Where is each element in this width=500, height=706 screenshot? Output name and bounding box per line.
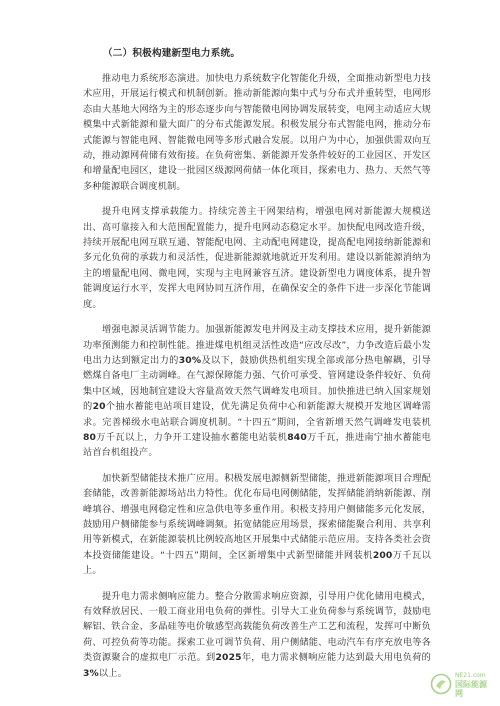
paragraph-body: 万千瓦以上，力争开工建设抽水蓄能电站装机 [96,431,288,443]
paragraph-body: 加快电力系统数字化智能化升级，全面推动新型电力技术应用，开展运行模式和机制创新。推动新能源向集中式与分布式并重转型，电网形态由大基地大网络为主的形态逐步向与智能微电网协调发展转变，电网主动适应大规模集中式新能源和量大面广的分布式能源发展。积极发展分布式智能电网，推动分布式能源与智能电网、智能微电网等多形式融合发展。以用户为中心，加强供需双向互动，推动源网荷储有效衔接。在负荷密集、新能源开发条件较好的工业园区、开发区和增量配电园区，建设一批园区级源网荷储一体化项目，探索电力、热力、天然气等多种能源联合调度机制。 [83,73,431,192]
paragraph-lead: 提升电网支撑承载能力。 [102,206,209,218]
document-page [83,46,431,691]
site-watermark [430,666,494,702]
paragraph-lead: 推动电力系统形态演进。 [102,73,206,84]
paragraph-lead: 提升电力需求侧响应能力。 [102,590,215,602]
watermark-name: 国际能源网 [455,679,487,698]
number-gas-capacity: 80 [83,431,97,443]
section-heading: （二）积极构建新型电力系统。 [103,48,241,59]
paragraph-lead: 加快新型储能技术推广应用。 [102,472,225,484]
paragraph-body: 以上。 [98,667,127,679]
paragraph-grid-capacity [83,204,431,312]
paragraph-flexible-regulation [83,322,431,461]
paragraph-body: 万千瓦，推进南宁抽水蓄能电站首台机组投产。 [83,431,432,459]
paragraph-body: 万千瓦以上。 [83,549,431,577]
paragraph-body: 加强新能源发电并网及主动支撑技术应用，提升新能源功率预测能力和控制性能。推进煤电机组灵活性改造“应改尽改”，力争改造后最小发电出力达到额定出力的 [83,324,431,366]
paragraph-body: 及以下，鼓励供热机组实现全部或部分热电解耦，引导燃煤自备电厂主动调峰。在气源保障能力强、气价可承受、管网建设条件较好、负荷集中区域，因地制宜建设大容量高效天然气调峰发电项目。加快推进已纳入国家规划的 [83,354,431,413]
number-target-year: 2025 [215,652,242,664]
paragraph-body: 持续完善主干网架结构，增强电网对新能源大规模送出、高可靠接入和大范围配置能力，提升电网动态稳定水平。加快配电网改造升级，持续开展配电网互联互通、智能配电网、主动配电网建设，提高配电网接纳新能源和多元化负荷的承载力和灵活性，促进新能源就地就近开发利用。建设以新能源消纳为主的增量配电网、微电网，实现与主电网兼容互济。建设新型电力调度体系，提升智能调度运行水平，发挥大电网协同互济作用，在确保安全的条件下进一步深化节能调度。 [83,206,432,310]
paragraph-demand-response [83,589,431,681]
paragraph-energy-storage [83,471,431,579]
number-storage-capacity: 200 [372,549,393,561]
paragraph-lead: 增强电源灵活调节能力。 [102,324,206,336]
energy-logo-icon [430,673,452,695]
paragraph-body: 个抽水蓄能电站项目建设，优先满足负荷中心和新能源大规模开发地区调峰需求。完善梯级水电站联合调度机制。“十四五”期间，全省新增天然气调峰发电装机 [83,401,431,428]
watermark-url: NE21.com [455,671,486,679]
number-pumped-storage-capacity: 840 [287,431,307,443]
number-demand-response-share: 3% [83,667,99,679]
number-pumped-storage-projects: 20 [92,401,106,413]
paragraph-body: 整合分散需求响应资源，引导用户优化储用电模式，有效释放居民、一般工商业用电负荷的弹性。引导大工业负荷参与系统调节，鼓励电解铝、铁合金、多晶硅等电价敏感型高载能负荷改善生产工艺和流程，发挥可中断负荷、可控负荷等功能。探索工业可调节负荷、用户侧储能、电动汽车有序充放电等各类资源聚合的虚拟电厂示范。到 [83,590,431,664]
number-min-output: 30% [178,354,202,366]
paragraph-body: 积极发展电源侧新型储能，推进新能源项目合理配套储能，改善新能源场站出力特性。优化布局电网侧储能，发挥储能消纳新能源、削峰填谷、增强电网稳定性和应急供电等多重作用。积极支持用户侧储能多元化发展，鼓励用户侧储能参与系统调峰调频。拓宽储能应用场景，探索储能聚合利用、共享利用等新模式，在新能源装机比例较高地区开展集中式储能示范应用。支持各类社会资本投资储能建设。“十四五”期间，全区新增集中式新型储能并网装机 [83,472,431,561]
paragraph-power-system-evolution [83,71,431,194]
paragraph-body: 年，电力需求侧响应能力达到最大用电负荷的 [241,652,431,664]
